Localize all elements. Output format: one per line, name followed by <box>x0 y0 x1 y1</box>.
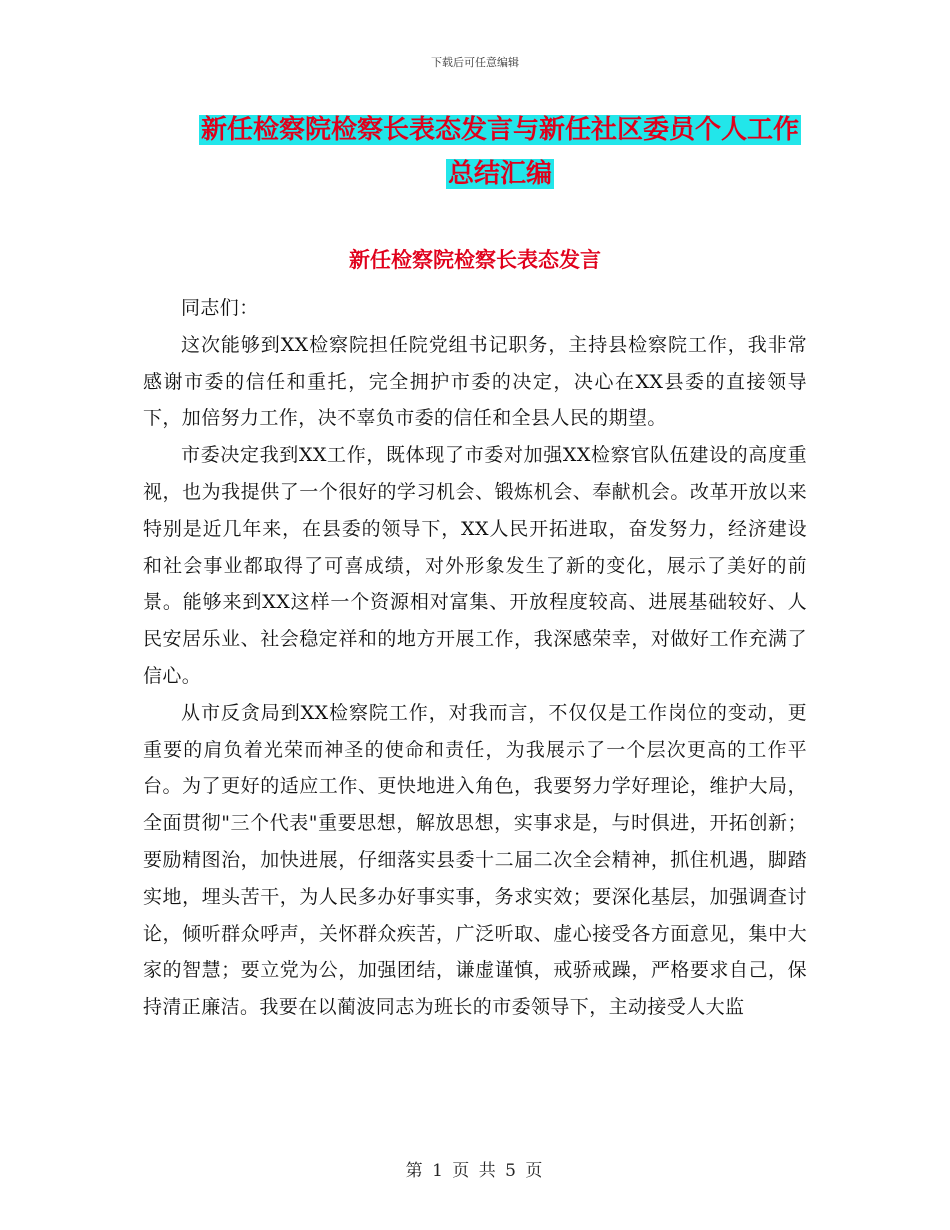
body-paragraph: 市委决定我到XX工作，既体现了市委对加强XX检察官队伍建设的高度重视，也为我提供了一个很好的学习机会、锻炼机会、奉献机会。改革开放以来特别是近几年来，在县委的领导下，XX人民开拓进取，奋发努力，经济建设和社会事业都取得了可喜成绩，对外形象发生了新的变化，展示了美好的前景。能够来到XX这样一个资源相对富集、开放程度较高、进展基础较好、人民安居乐业、社会稳定祥和的地方开展工作，我深感荣幸，对做好工作充满了信心。 <box>143 444 807 687</box>
header-note: 下载后可任意编辑 <box>431 56 519 69</box>
document-body <box>143 290 807 1026</box>
salutation-paragraph: 同志们： <box>181 297 259 319</box>
body-paragraph: 从市反贪局到XX检察院工作，对我而言，不仅仅是工作岗位的变动，更重要的肩负着光荣而神圣的使命和责任，为我展示了一个层次更高的工作平台。为了更好的适应工作、更快地进入角色，我要努力学好理论，维护大局，全面贯彻"三个代表"重要思想，解放思想，实事求是，与时俱进，开拓创新；要励精图治，加快进展，仔细落实县委十二届二次全会精神，抓住机遇，脚踏实地，埋头苦干，为人民多办好事实事，务求实效；要深化基层，加强调查讨论，倾听群众呼声，关怀群众疾苦，广泛听取、虚心接受各方面意见，集中大家的智慧；要立党为公，加强团结，谦虚谨慎，戒骄戒躁，严格要求自己，保持清正廉洁。我要在以蔺波同志为班长的市委领导下，主动接受人大监 <box>143 701 807 1019</box>
section-title: 新任检察院检察长表态发言 <box>349 248 601 272</box>
document-title-line-1: 新任检察院检察长表态发言与新任社区委员个人工作 <box>200 115 799 145</box>
page-number-footer: 第 1 页 共 5 页 <box>405 1161 545 1181</box>
body-paragraph: 这次能够到XX检察院担任院党组书记职务，主持县检察院工作，我非常感谢市委的信任和重托，完全拥护市委的决定，决心在XX县委的直接领导下，加倍努力工作，决不辜负市委的信任和全县人民的期望。 <box>143 333 807 430</box>
document-title-line-2: 总结汇编 <box>447 159 552 189</box>
document-title <box>140 108 860 196</box>
